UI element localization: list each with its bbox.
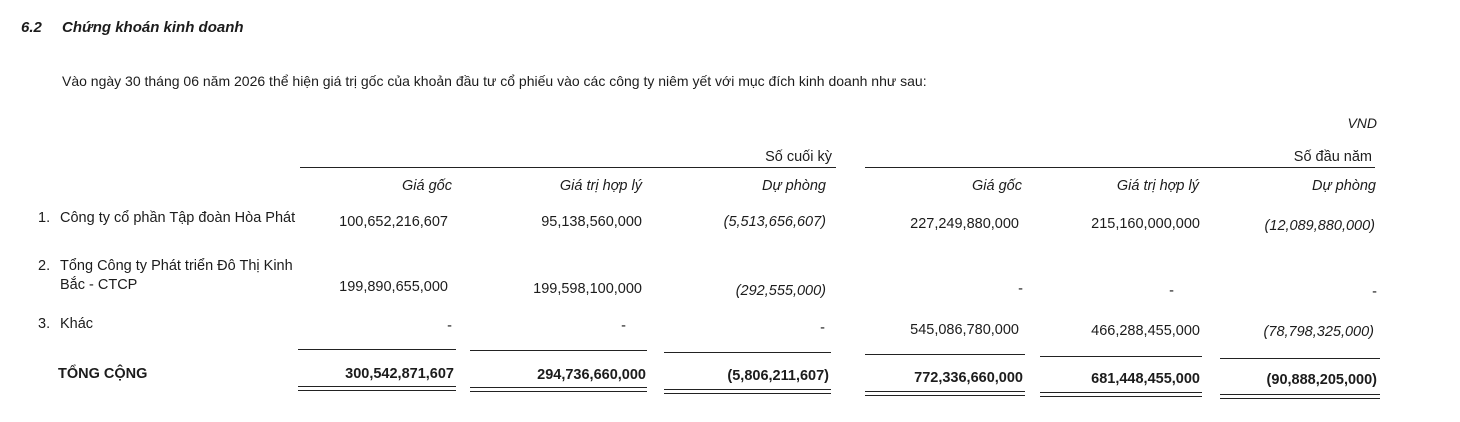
subtotal-rule	[298, 349, 456, 350]
col-header-fair-begin: Giá trị hợp lý	[1116, 178, 1199, 194]
total-cost-end: 300,542,871,607	[345, 366, 454, 382]
row-name: Khác	[60, 316, 94, 332]
subtotal-rule	[1040, 356, 1202, 357]
total-double-rule	[1220, 394, 1380, 399]
cell-provision-end: -	[820, 320, 825, 336]
cell-cost-end: 100,652,216,607	[339, 214, 448, 230]
row-number: 1.	[38, 210, 51, 226]
cell-fair-begin: 215,160,000,000	[1091, 216, 1200, 232]
cell-cost-begin: 545,086,780,000	[910, 322, 1019, 338]
cell-cost-begin: 227,249,880,000	[910, 216, 1019, 232]
total-cost-begin: 772,336,660,000	[914, 370, 1023, 386]
cell-fair-end: 95,138,560,000	[541, 214, 642, 230]
total-double-rule	[470, 387, 647, 392]
cell-provision-begin: (78,798,325,000)	[1263, 324, 1374, 340]
cell-cost-end: -	[447, 318, 452, 334]
row-label	[38, 257, 308, 297]
cell-provision-begin: -	[1372, 284, 1377, 300]
total-fair-end: 294,736,660,000	[537, 367, 646, 383]
row-number: 2.	[38, 258, 51, 274]
cell-cost-begin: -	[1018, 281, 1023, 297]
cell-fair-begin: -	[1169, 283, 1174, 299]
total-fair-begin: 681,448,455,000	[1091, 371, 1200, 387]
total-provision-begin: (90,888,205,000)	[1266, 372, 1377, 388]
col-header-provision-begin: Dự phòng	[1311, 178, 1376, 194]
total-label: TỔNG CỘNG	[58, 366, 148, 382]
cell-cost-end: 199,890,655,000	[339, 279, 448, 295]
row-number: 3.	[38, 316, 51, 332]
subtotal-rule	[664, 352, 831, 353]
group-header-end-period: Số cuối kỳ	[765, 149, 832, 165]
row-label	[38, 315, 308, 335]
subtotal-rule	[470, 350, 647, 351]
total-provision-end: (5,806,211,607)	[727, 368, 829, 384]
total-double-rule	[298, 386, 456, 391]
total-double-rule	[865, 391, 1025, 396]
cell-provision-end: (5,513,656,607)	[723, 214, 826, 230]
col-header-cost-end: Giá gốc	[402, 178, 452, 194]
cell-fair-begin: 466,288,455,000	[1091, 323, 1200, 339]
group-rule-begin-year	[865, 167, 1375, 168]
section-number: 6.2	[21, 19, 42, 36]
cell-fair-end: 199,598,100,000	[533, 281, 642, 297]
row-name: Công ty cổ phần Tập đoàn Hòa Phát	[60, 210, 296, 226]
section-title: Chứng khoán kinh doanh	[62, 19, 244, 36]
cell-provision-begin: (12,089,880,000)	[1264, 218, 1375, 234]
total-double-rule	[664, 389, 831, 394]
cell-fair-end: -	[621, 318, 626, 334]
cell-provision-end: (292,555,000)	[735, 283, 826, 299]
subtotal-rule	[1220, 358, 1380, 359]
row-label	[38, 209, 308, 249]
col-header-cost-begin: Giá gốc	[972, 178, 1022, 194]
group-rule-end-period	[300, 167, 836, 168]
row-name: Tổng Công ty Phát triển Đô Thị Kinh Bắc - CTCP	[60, 258, 293, 293]
subtotal-rule	[865, 354, 1025, 355]
group-header-begin-year: Số đầu năm	[1293, 149, 1372, 165]
currency-unit: VND	[1347, 115, 1377, 131]
total-double-rule	[1040, 392, 1202, 397]
intro-text: Vào ngày 30 tháng 06 năm 2026 thể hiện giá trị gốc của khoản đầu tư cổ phiếu vào các công ty niêm yết với mục đích kinh doanh như sau:	[62, 73, 927, 89]
col-header-provision-end: Dự phòng	[761, 178, 826, 194]
col-header-fair-end: Giá trị hợp lý	[559, 178, 642, 194]
